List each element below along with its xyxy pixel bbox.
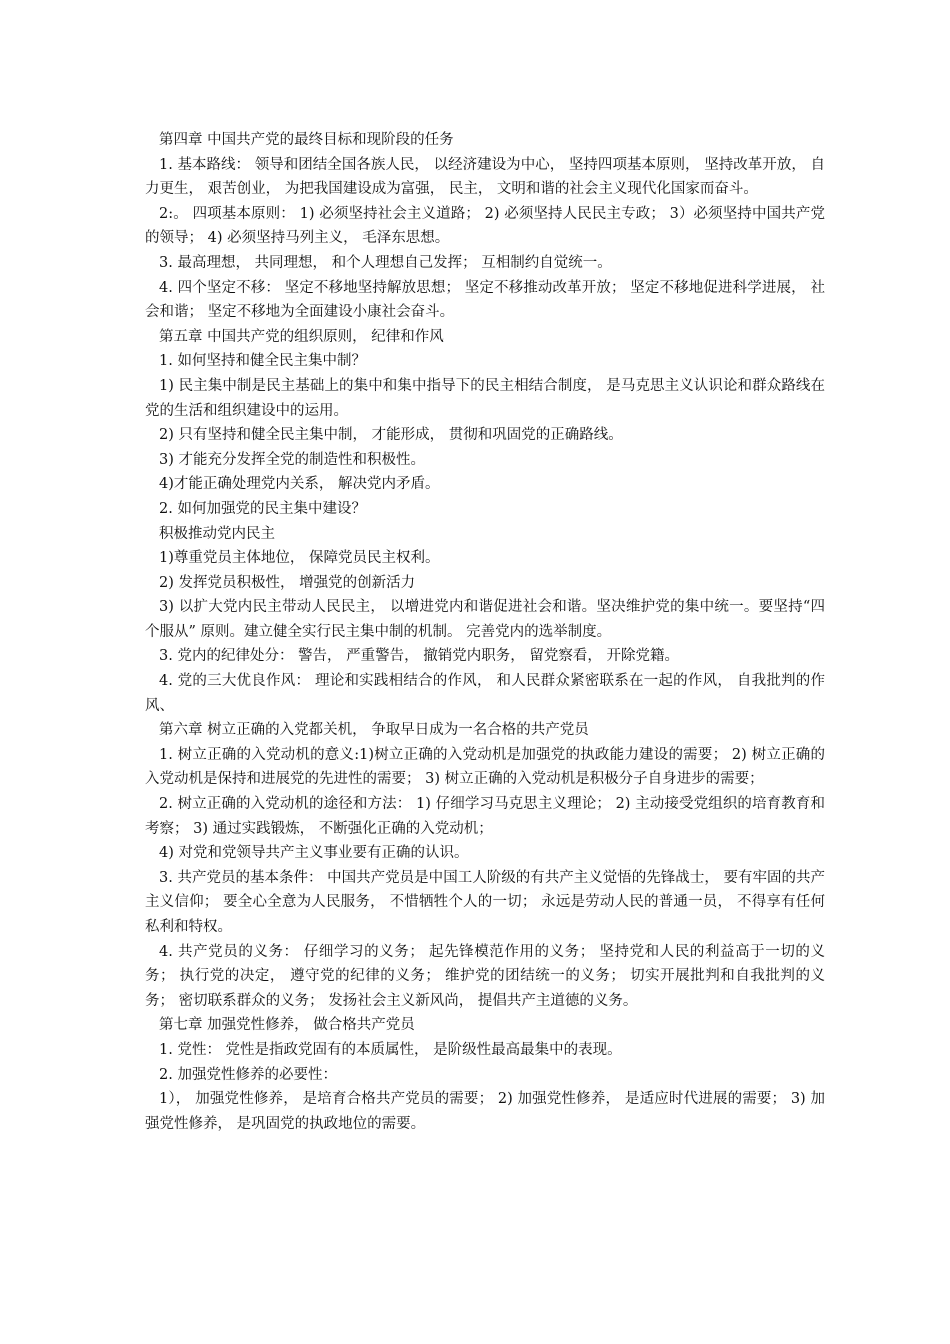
paragraph: 4)才能正确处理党内关系， 解决党内矛盾。 bbox=[159, 476, 440, 493]
paragraph: 3. 党内的纪律处分： 警告， 严重警告， 撤销党内职务， 留党察看， 开除党籍。 bbox=[159, 648, 679, 665]
paragraph: 2. 如何加强党的民主集中建设？ bbox=[159, 500, 366, 517]
paragraph: 2. 加强党性修养的必要性： bbox=[159, 1066, 337, 1083]
chapter-heading: 第七章 加强党性修养， 做合格共产党员 bbox=[159, 1017, 415, 1034]
chapter-heading: 第四章 中国共产党的最终目标和现阶段的任务 bbox=[159, 132, 454, 148]
paragraph: 3. 最高理想， 共同理想， 和个人理想自己发挥； 互相制约自觉统一。 bbox=[159, 254, 612, 271]
paragraph: 4. 四个坚定不移： 坚定不移地坚持解放思想； 坚定不移推动改革开放； 坚定不移地促进科学进展， 社会和谐； 坚定不移地为全面建设小康社会奋斗。 bbox=[145, 279, 825, 321]
paragraph: 2) 只有坚持和健全民主集中制， 才能形成， 贯彻和巩固党的正确路线。 bbox=[159, 427, 623, 444]
chapter-heading: 第六章 树立正确的入党都关机， 争取早日成为一名合格的共产党员 bbox=[159, 722, 589, 739]
paragraph: 1) 民主集中制是民主基础上的集中和集中指导下的民主相结合制度， 是马克思主义认识论和群众路线在党的生活和组织建设中的运用。 bbox=[145, 377, 825, 419]
paragraph: 1. 党性： 党性是指政党固有的本质属性， 是阶级性最高最集中的表现。 bbox=[159, 1041, 622, 1058]
paragraph: 3. 共产党员的基本条件： 中国共产党员是中国工人阶级的有共产主义觉悟的先锋战士， 要有牢固的共产主义信仰； 要全心全意为人民服务， 不惜牺牲个人的一切； 永远是劳动人民的普通一员， 不得享有任何私利和特权。 bbox=[145, 869, 825, 935]
paragraph: 1. 基本路线： 领导和团结全国各族人民， 以经济建设为中心， 坚持四项基本原则， 坚持改革开放， 自力更生， 艰苦创业， 为把我国建设成为富强， 民主， 文明和谐的社会主义现代化国家而奋斗。 bbox=[145, 156, 825, 198]
paragraph: 1）， 加强党性修养， 是培育合格共产党员的需要； 2) 加强党性修养， 是适应时代进展的需要； 3) 加强党性修养， 是巩固党的执政地位的需要。 bbox=[145, 1091, 825, 1132]
paragraph: 1. 如何坚持和健全民主集中制？ bbox=[159, 353, 366, 370]
paragraph: 4. 党的三大优良作风： 理论和实践相结合的作风， 和人民群众紧密联系在一起的作风， 自我批判的作风、 bbox=[145, 673, 825, 714]
paragraph: 2. 树立正确的入党动机的途径和方法： 1) 仔细学习马克思主义理论； 2) 主动接受党组织的培育教育和考察； 3) 通过实践锻炼， 不断强化正确的入党动机； bbox=[145, 796, 825, 837]
paragraph: 2:。 四项基本原则： 1) 必须坚持社会主义道路； 2) 必须坚持人民民主专政； 3）必须坚持中国共产党的领导； 4) 必须坚持马列主义， 毛泽东思想。 bbox=[145, 205, 825, 247]
paragraph: 1)尊重党员主体地位， 保障党员民主权利。 bbox=[159, 550, 440, 567]
paragraph: 3) 才能充分发挥全党的制造性和积极性。 bbox=[159, 451, 425, 468]
paragraph: 2) 发挥党员积极性， 增强党的创新活力 bbox=[159, 574, 416, 591]
chapter-heading: 第五章 中国共产党的组织原则， 纪律和作风 bbox=[159, 328, 444, 345]
paragraph: 4) 对党和党领导共产主义事业要有正确的认识。 bbox=[159, 845, 469, 862]
paragraph: 3) 以扩大党内民主带动人民民主， 以增进党内和谐促进社会和谐。坚决维护党的集中统一。要坚持“四个服从” 原则。建立健全实行民主集中制的机制。 完善党内的选举制度。 bbox=[145, 599, 825, 640]
paragraph: 积极推动党内民主 bbox=[159, 525, 275, 542]
paragraph: 4. 共产党员的义务： 仔细学习的义务； 起先锋模范作用的义务； 坚持党和人民的利益高于一切的义务； 执行党的决定， 遵守党的纪律的义务； 维护党的团结统一的义务； 切实开展批判和自我批判的义务； 密切联系群众的义务； 发扬社会主义新风尚， 提倡共产主道德的义务。 bbox=[145, 943, 825, 1009]
paragraph: 1. 树立正确的入党动机的意义:1)树立正确的入党动机是加强党的执政能力建设的需要； 2) 树立正确的入党动机是保持和进展党的先进性的需要； 3) 树立正确的入党动机是积极分子自身进步的需要； bbox=[145, 746, 825, 788]
document-body bbox=[145, 128, 825, 1136]
